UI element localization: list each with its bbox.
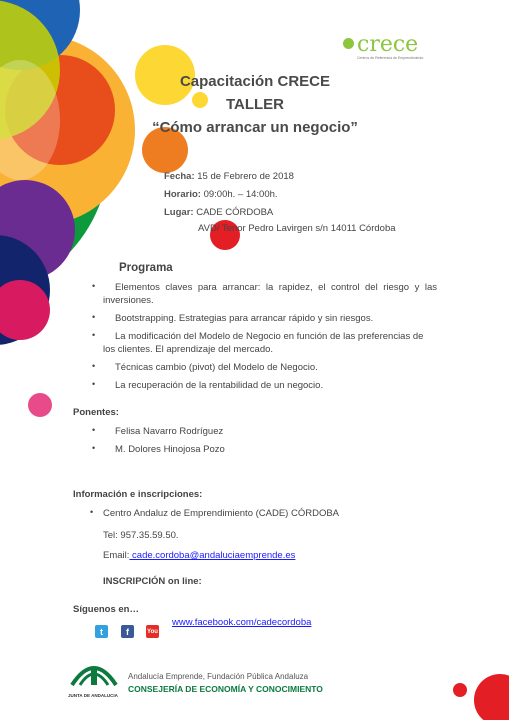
programa-item-2: Bootstrapping. Estrategias para arrancar rápido y sin riesgos. — [115, 313, 374, 324]
ponentes-title: Ponentes: — [73, 407, 119, 418]
horario-label: Horario: — [164, 189, 201, 200]
junta-emblem-icon — [68, 657, 120, 687]
info-centro: Centro Andaluz de Emprendimiento (CADE) CÓRDOBA — [103, 508, 340, 519]
lugar-row — [164, 207, 273, 218]
bullet-icon: • — [90, 507, 94, 517]
bullet-icon: • — [92, 281, 96, 291]
footer-line-1: Andalucía Emprende, Fundación Pública Andaluza — [128, 672, 309, 681]
inscripcion-label: INSCRIPCIÓN on line: — [103, 576, 202, 587]
programa-title: Programa — [119, 262, 173, 274]
email-label: Email: — [103, 550, 130, 561]
logo-tagline: Centros de Referencia de Emprendimiento — [357, 56, 424, 60]
crece-logo — [343, 32, 463, 66]
horario-value: 09:00h. – 14:00h. — [203, 189, 278, 200]
bullet-icon: • — [92, 330, 96, 340]
red-small-drop-bottom — [453, 683, 467, 697]
programa-item-5: La recuperación de la rentabilidad de un negocio. — [115, 380, 324, 391]
bullet-icon: • — [92, 379, 96, 389]
programa-item-3: La modificación del Modelo de Negocio en función de las preferencias de los clientes. El aprendizaje del mercado. — [103, 331, 424, 355]
red-drop-bottom — [474, 674, 509, 720]
fecha-row — [164, 171, 294, 182]
ponente-2: M. Dolores Hinojosa Pozo — [115, 444, 225, 455]
youtube-icon[interactable]: You — [146, 625, 159, 638]
logo-dot-icon — [343, 38, 354, 49]
title-taller: TALLER — [225, 96, 285, 113]
ponente-1: Felisa Navarro Rodríguez — [115, 426, 224, 437]
social-title: Síguenos en… — [73, 604, 139, 615]
title-workshop-name: “Cómo arrancar un negocio” — [152, 119, 358, 136]
email-link[interactable]: cade.cordoba@andaluciaemprende.es — [129, 550, 296, 561]
lugar-label: Lugar: — [164, 207, 194, 218]
programa-item-1: Elementos claves para arrancar: la rapidez, el control del riesgo y las inversiones. — [103, 282, 437, 306]
fecha-label: Fecha: — [164, 171, 195, 182]
info-email-row — [103, 549, 295, 562]
info-title: Información e inscripciones: — [73, 489, 203, 500]
address: AVD/ Tenor Pedro Lavirgen s/n 14011 Córdoba — [198, 223, 396, 234]
bullet-icon: • — [92, 312, 96, 322]
bullet-icon: • — [92, 425, 96, 435]
bullet-icon: • — [92, 361, 96, 371]
horario-row — [164, 189, 278, 200]
title-capacitacion: Capacitación CRECE — [179, 73, 331, 90]
junta-text: JUNTA DE ANDALUCIA — [68, 693, 118, 698]
twitter-icon[interactable]: t — [95, 625, 108, 638]
lugar-value: CADE CÓRDOBA — [196, 207, 274, 218]
logo-text: crece — [357, 32, 419, 57]
pink-drop — [28, 393, 52, 417]
bullet-icon: • — [92, 443, 96, 453]
junta-logo — [68, 657, 120, 697]
info-tel: Tel: 957.35.59.50. — [103, 530, 179, 541]
facebook-link[interactable]: www.facebook.com/cadecordoba — [172, 617, 312, 628]
footer-line-2: CONSEJERÍA DE ECONOMÍA Y CONOCIMIENTO — [128, 684, 323, 694]
programa-item-4: Técnicas cambio (pivot) del Modelo de Negocio. — [115, 362, 318, 373]
fecha-value: 15 de Febrero de 2018 — [197, 171, 294, 182]
facebook-icon[interactable]: f — [121, 625, 134, 638]
